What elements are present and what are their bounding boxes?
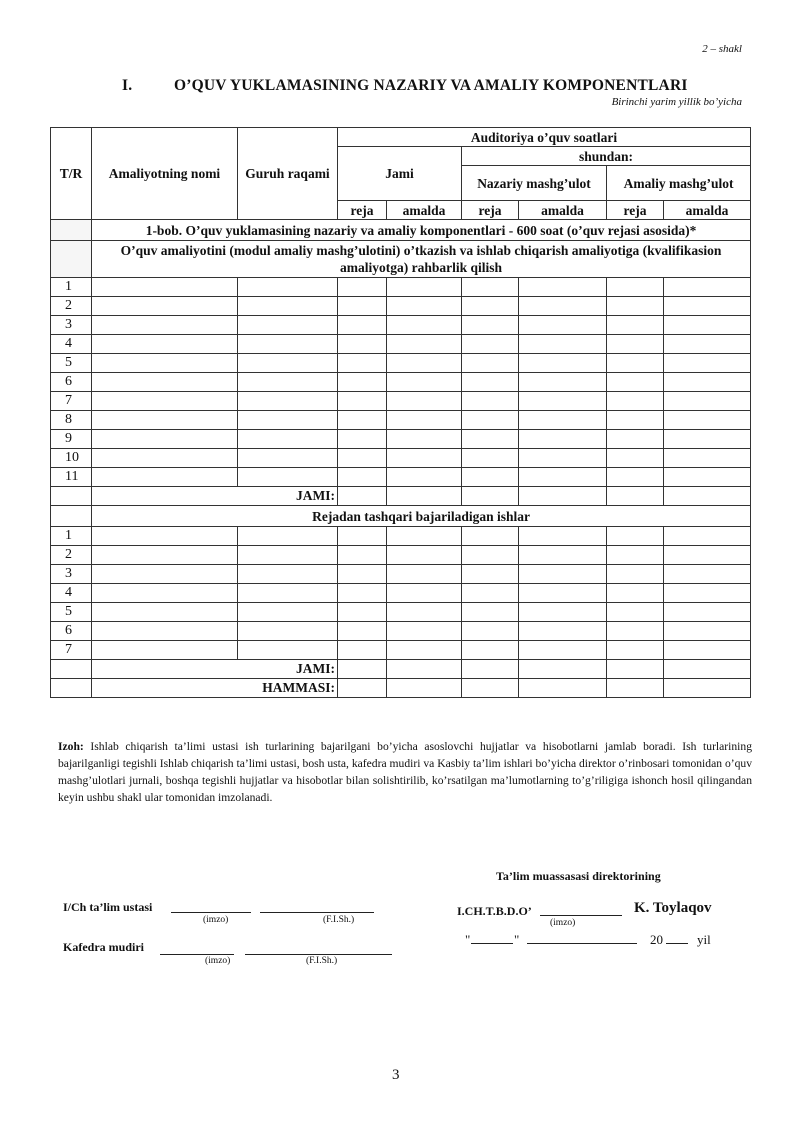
head-signature-caption: (imzo) bbox=[205, 956, 231, 966]
table-cell[interactable] bbox=[387, 430, 462, 449]
table-cell[interactable] bbox=[238, 316, 338, 335]
date-year-suffix: yil bbox=[697, 932, 711, 947]
total2-cell bbox=[519, 660, 607, 679]
grand-total-cell bbox=[462, 679, 519, 698]
table-cell[interactable] bbox=[387, 641, 462, 660]
date-year-line[interactable] bbox=[666, 931, 688, 944]
row-number: 7 bbox=[51, 641, 92, 660]
title-text: O’QUV YUKLAMASINING NAZARIY VA AMALIY KOMPONENTLARI bbox=[174, 77, 688, 94]
table-cell[interactable] bbox=[238, 546, 338, 565]
row-number: 3 bbox=[51, 565, 92, 584]
table-cell[interactable] bbox=[607, 373, 664, 392]
table-cell[interactable] bbox=[664, 527, 751, 546]
total2-cell bbox=[607, 660, 664, 679]
table-cell[interactable] bbox=[607, 603, 664, 622]
total1-cell bbox=[664, 487, 751, 506]
table-cell[interactable] bbox=[607, 565, 664, 584]
table-cell[interactable] bbox=[92, 316, 238, 335]
table-cell[interactable] bbox=[338, 641, 387, 660]
section2-row bbox=[51, 430, 751, 449]
table-cell[interactable] bbox=[664, 335, 751, 354]
total1-cell bbox=[387, 487, 462, 506]
table-cell[interactable] bbox=[387, 392, 462, 411]
header-total: Jami bbox=[338, 147, 462, 201]
table-cell[interactable] bbox=[664, 354, 751, 373]
table-cell[interactable] bbox=[387, 527, 462, 546]
total1-cell bbox=[519, 487, 607, 506]
table-cell[interactable] bbox=[238, 392, 338, 411]
table-cell[interactable] bbox=[462, 603, 519, 622]
table-cell[interactable] bbox=[238, 641, 338, 660]
table-cell[interactable] bbox=[238, 527, 338, 546]
table-cell[interactable] bbox=[519, 373, 607, 392]
table-cell[interactable] bbox=[338, 335, 387, 354]
note-text: Ishlab chiqarish ta’limi ustasi ish turlarining bajarilgani bo’yicha asoslovchi hujjatlar va hisobotlarni jamlab boradi. Ish turlarining bajarilganligi tegishli Ishlab chiqarish ta’limi ustasi, bosh usta, kafedra mudiri va Kasbiy ta’lim ishlari bo’yicha direktor o’rinbosari tomonidan o’quv mashg’ulotlari jurnali, boshqa tegishli hujjatlar va hisobotlar bilan solishtirilib, ko’rsatilgan ma’lumotlarning to’g’riligiga ishonch hosil qilingandan keyin ushbu shakl ular tomonidan imzolanadi. bbox=[58, 740, 752, 804]
table-cell[interactable] bbox=[462, 392, 519, 411]
table-cell[interactable] bbox=[338, 392, 387, 411]
table-cell[interactable] bbox=[607, 335, 664, 354]
total1-spacer bbox=[51, 487, 92, 506]
table-cell[interactable] bbox=[519, 449, 607, 468]
table-cell[interactable] bbox=[664, 316, 751, 335]
table-cell[interactable] bbox=[519, 603, 607, 622]
table-cell[interactable] bbox=[664, 584, 751, 603]
table-cell[interactable] bbox=[338, 622, 387, 641]
row-number: 11 bbox=[51, 468, 92, 487]
grand-total-spacer bbox=[51, 679, 92, 698]
table-cell[interactable] bbox=[664, 430, 751, 449]
table-cell[interactable] bbox=[664, 641, 751, 660]
table-cell[interactable] bbox=[519, 468, 607, 487]
table-cell[interactable] bbox=[519, 641, 607, 660]
section2-rows bbox=[51, 278, 751, 487]
table-cell[interactable] bbox=[519, 354, 607, 373]
section2-spacer bbox=[51, 241, 92, 278]
table-cell[interactable] bbox=[519, 411, 607, 430]
total1-cell bbox=[607, 487, 664, 506]
table-cell[interactable] bbox=[519, 565, 607, 584]
table-cell[interactable] bbox=[92, 603, 238, 622]
total2-cell bbox=[462, 660, 519, 679]
row-number: 2 bbox=[51, 297, 92, 316]
table-cell[interactable] bbox=[607, 449, 664, 468]
table-cell[interactable] bbox=[238, 297, 338, 316]
table-cell[interactable] bbox=[238, 354, 338, 373]
header-tr: T/R bbox=[51, 128, 92, 220]
row-number: 10 bbox=[51, 449, 92, 468]
table-cell[interactable] bbox=[238, 373, 338, 392]
section2-row bbox=[51, 392, 751, 411]
row-number: 6 bbox=[51, 373, 92, 392]
workload-table bbox=[50, 127, 751, 698]
table-cell[interactable] bbox=[664, 468, 751, 487]
section2-row bbox=[51, 411, 751, 430]
date-quote-open: " bbox=[465, 932, 471, 947]
section2-row bbox=[51, 278, 751, 297]
table-cell[interactable] bbox=[462, 546, 519, 565]
table-cell[interactable] bbox=[238, 565, 338, 584]
row-number: 3 bbox=[51, 316, 92, 335]
header-theory-plan: reja bbox=[462, 201, 519, 220]
table-cell[interactable] bbox=[338, 546, 387, 565]
table-cell[interactable] bbox=[92, 449, 238, 468]
table-cell[interactable] bbox=[462, 449, 519, 468]
table-cell[interactable] bbox=[338, 468, 387, 487]
table-cell[interactable] bbox=[238, 430, 338, 449]
section3-row bbox=[51, 584, 751, 603]
section3-spacer bbox=[51, 506, 92, 527]
note-label: Izoh: bbox=[58, 740, 84, 753]
section2-row bbox=[51, 468, 751, 487]
head-name-line[interactable] bbox=[245, 942, 392, 955]
total1-cell bbox=[462, 487, 519, 506]
table-cell[interactable] bbox=[387, 546, 462, 565]
table-cell[interactable] bbox=[664, 411, 751, 430]
table-cell[interactable] bbox=[238, 335, 338, 354]
table-cell[interactable] bbox=[462, 354, 519, 373]
deputy-name: K. Toylaqov bbox=[634, 900, 712, 916]
table-cell[interactable] bbox=[607, 392, 664, 411]
row-number: 8 bbox=[51, 411, 92, 430]
table-cell[interactable] bbox=[92, 297, 238, 316]
table-cell[interactable] bbox=[338, 449, 387, 468]
grand-total-label: HAMMASI: bbox=[92, 679, 338, 698]
table-cell[interactable] bbox=[387, 278, 462, 297]
table-cell[interactable] bbox=[238, 622, 338, 641]
page-number: 3 bbox=[392, 1067, 400, 1083]
grand-total-cell bbox=[387, 679, 462, 698]
table-cell[interactable] bbox=[607, 546, 664, 565]
table-cell[interactable] bbox=[92, 354, 238, 373]
table-cell[interactable] bbox=[92, 527, 238, 546]
head-name-caption: (F.I.Sh.) bbox=[306, 956, 338, 966]
table-cell[interactable] bbox=[238, 584, 338, 603]
table-cell[interactable] bbox=[338, 278, 387, 297]
table-cell[interactable] bbox=[607, 297, 664, 316]
table-cell[interactable] bbox=[238, 468, 338, 487]
table-cell[interactable] bbox=[462, 297, 519, 316]
total2-label: JAMI: bbox=[92, 660, 338, 679]
table-cell[interactable] bbox=[387, 411, 462, 430]
table-cell[interactable] bbox=[387, 316, 462, 335]
table-cell[interactable] bbox=[664, 449, 751, 468]
table-cell[interactable] bbox=[92, 430, 238, 449]
table-cell[interactable] bbox=[462, 527, 519, 546]
table-cell[interactable] bbox=[462, 641, 519, 660]
table-cell[interactable] bbox=[462, 316, 519, 335]
table-cell[interactable] bbox=[92, 565, 238, 584]
header-including: shundan: bbox=[462, 147, 751, 166]
section3-row bbox=[51, 527, 751, 546]
table-cell[interactable] bbox=[338, 354, 387, 373]
row-number: 1 bbox=[51, 527, 92, 546]
section2-title: O’quv amaliyotini (modul amaliy mashg’ulotini) o’tkazish va ishlab chiqarish amaliyotiga (kvalifikasion amaliyotga) rahbarlik qilish bbox=[92, 241, 751, 278]
table-cell[interactable] bbox=[387, 354, 462, 373]
section2-row bbox=[51, 354, 751, 373]
page-title bbox=[122, 77, 688, 95]
section2-row bbox=[51, 316, 751, 335]
note bbox=[58, 738, 752, 806]
master-name-line[interactable] bbox=[260, 900, 374, 913]
table-cell[interactable] bbox=[462, 468, 519, 487]
section2-row bbox=[51, 373, 751, 392]
table-cell[interactable] bbox=[387, 449, 462, 468]
table-cell[interactable] bbox=[607, 641, 664, 660]
table-cell[interactable] bbox=[519, 584, 607, 603]
table-cell[interactable] bbox=[92, 278, 238, 297]
table-cell[interactable] bbox=[607, 584, 664, 603]
total2-cell bbox=[387, 660, 462, 679]
date-month-line[interactable] bbox=[527, 931, 637, 944]
table-cell[interactable] bbox=[664, 278, 751, 297]
table-cell[interactable] bbox=[338, 565, 387, 584]
table-cell[interactable] bbox=[92, 392, 238, 411]
header-theory: Nazariy mashg’ulot bbox=[462, 166, 607, 201]
deputy-label: I.CH.T.B.D.O’ bbox=[457, 904, 532, 918]
date-quote-close: " bbox=[514, 932, 520, 947]
section2-row bbox=[51, 449, 751, 468]
table-cell[interactable] bbox=[519, 335, 607, 354]
section3-row bbox=[51, 565, 751, 584]
table-cell[interactable] bbox=[664, 373, 751, 392]
table-cell[interactable] bbox=[92, 546, 238, 565]
table-cell[interactable] bbox=[238, 411, 338, 430]
table-cell[interactable] bbox=[607, 430, 664, 449]
total2-spacer bbox=[51, 660, 92, 679]
section2-row bbox=[51, 297, 751, 316]
table-cell[interactable] bbox=[607, 468, 664, 487]
header-group-number: Guruh raqami bbox=[238, 128, 338, 220]
table-cell[interactable] bbox=[92, 373, 238, 392]
grand-total-cell bbox=[338, 679, 387, 698]
row-number: 5 bbox=[51, 354, 92, 373]
row-number: 6 bbox=[51, 622, 92, 641]
table-cell[interactable] bbox=[519, 278, 607, 297]
table-cell[interactable] bbox=[519, 622, 607, 641]
header-total-plan: reja bbox=[338, 201, 387, 220]
table-cell[interactable] bbox=[387, 565, 462, 584]
table-cell[interactable] bbox=[92, 641, 238, 660]
table-cell[interactable] bbox=[519, 392, 607, 411]
head-label: Kafedra mudiri bbox=[63, 940, 144, 954]
table-cell[interactable] bbox=[387, 297, 462, 316]
table-cell[interactable] bbox=[607, 622, 664, 641]
master-name-caption: (F.I.Sh.) bbox=[323, 915, 355, 925]
grand-total-cell bbox=[664, 679, 751, 698]
row-number: 7 bbox=[51, 392, 92, 411]
table-cell[interactable] bbox=[462, 278, 519, 297]
table-cell[interactable] bbox=[519, 527, 607, 546]
table-cell[interactable] bbox=[664, 546, 751, 565]
master-signature-line[interactable] bbox=[171, 900, 251, 913]
total1-cell bbox=[338, 487, 387, 506]
master-signature-caption: (imzo) bbox=[203, 915, 229, 925]
table-cell[interactable] bbox=[607, 411, 664, 430]
table-cell[interactable] bbox=[338, 411, 387, 430]
header-practical-actual: amalda bbox=[664, 201, 751, 220]
table-cell[interactable] bbox=[338, 373, 387, 392]
table-cell[interactable] bbox=[92, 468, 238, 487]
date-day-line[interactable] bbox=[471, 931, 513, 944]
table-cell[interactable] bbox=[462, 565, 519, 584]
header-practice-name: Amaliyotning nomi bbox=[92, 128, 238, 220]
table-cell[interactable] bbox=[519, 316, 607, 335]
total2-cell bbox=[338, 660, 387, 679]
table-cell[interactable] bbox=[92, 411, 238, 430]
deputy-signature-caption: (imzo) bbox=[550, 918, 576, 928]
table-cell[interactable] bbox=[387, 622, 462, 641]
table-cell[interactable] bbox=[462, 335, 519, 354]
table-cell[interactable] bbox=[387, 584, 462, 603]
table-cell[interactable] bbox=[462, 622, 519, 641]
table-cell[interactable] bbox=[607, 278, 664, 297]
section1-spacer bbox=[51, 220, 92, 241]
row-number: 4 bbox=[51, 335, 92, 354]
section1-title: 1-bob. O’quv yuklamasining nazariy va amaliy komponentlari - 600 soat (o’quv rejasi asosida)* bbox=[92, 220, 751, 241]
table-cell[interactable] bbox=[92, 335, 238, 354]
total2-cell bbox=[664, 660, 751, 679]
table-cell[interactable] bbox=[387, 468, 462, 487]
master-label: I/Ch ta’lim ustasi bbox=[63, 900, 153, 914]
table-cell[interactable] bbox=[664, 603, 751, 622]
table-cell[interactable] bbox=[338, 297, 387, 316]
deputy-signature-line[interactable] bbox=[540, 903, 622, 916]
table-cell[interactable] bbox=[92, 622, 238, 641]
section3-row bbox=[51, 546, 751, 565]
header-theory-actual: amalda bbox=[519, 201, 607, 220]
table-cell[interactable] bbox=[387, 603, 462, 622]
table-cell[interactable] bbox=[338, 430, 387, 449]
table-cell[interactable] bbox=[338, 584, 387, 603]
subtitle: Birinchi yarim yillik bo’yicha bbox=[611, 96, 742, 108]
table-cell[interactable] bbox=[462, 584, 519, 603]
grand-total-cell bbox=[607, 679, 664, 698]
table-cell[interactable] bbox=[607, 354, 664, 373]
table-cell[interactable] bbox=[664, 565, 751, 584]
header-practical-plan: reja bbox=[607, 201, 664, 220]
total1-label: JAMI: bbox=[92, 487, 338, 506]
header-total-actual: amalda bbox=[387, 201, 462, 220]
table-cell[interactable] bbox=[338, 603, 387, 622]
grand-total-cell bbox=[519, 679, 607, 698]
table-cell[interactable] bbox=[462, 411, 519, 430]
title-number: I. bbox=[122, 77, 133, 94]
table-cell[interactable] bbox=[664, 622, 751, 641]
table-cell[interactable] bbox=[238, 278, 338, 297]
section2-row bbox=[51, 335, 751, 354]
row-number: 4 bbox=[51, 584, 92, 603]
date-year-prefix: 20 bbox=[650, 932, 663, 947]
section3-row bbox=[51, 622, 751, 641]
row-number: 5 bbox=[51, 603, 92, 622]
table-cell[interactable] bbox=[338, 527, 387, 546]
table-cell[interactable] bbox=[607, 316, 664, 335]
table-cell[interactable] bbox=[92, 584, 238, 603]
header-practical: Amaliy mashg’ulot bbox=[607, 166, 751, 201]
form-number: 2 – shakl bbox=[702, 43, 742, 55]
header-auditorium-hours: Auditoriya o’quv soatlari bbox=[338, 128, 751, 147]
section3-title: Rejadan tashqari bajariladigan ishlar bbox=[92, 506, 751, 527]
row-number: 1 bbox=[51, 278, 92, 297]
table-cell[interactable] bbox=[387, 373, 462, 392]
row-number: 9 bbox=[51, 430, 92, 449]
table-cell[interactable] bbox=[519, 430, 607, 449]
table-cell[interactable] bbox=[238, 603, 338, 622]
table-cell[interactable] bbox=[238, 449, 338, 468]
table-cell[interactable] bbox=[387, 335, 462, 354]
row-number: 2 bbox=[51, 546, 92, 565]
head-signature-line[interactable] bbox=[160, 942, 234, 955]
director-title: Ta’lim muassasasi direktorining bbox=[496, 869, 661, 883]
table-cell[interactable] bbox=[462, 373, 519, 392]
table-cell[interactable] bbox=[519, 297, 607, 316]
table-cell[interactable] bbox=[462, 430, 519, 449]
section3-row bbox=[51, 603, 751, 622]
section3-rows bbox=[51, 527, 751, 660]
table-cell[interactable] bbox=[338, 316, 387, 335]
table-cell[interactable] bbox=[519, 546, 607, 565]
section3-row bbox=[51, 641, 751, 660]
table-cell[interactable] bbox=[664, 392, 751, 411]
table-cell[interactable] bbox=[607, 527, 664, 546]
table-cell[interactable] bbox=[664, 297, 751, 316]
